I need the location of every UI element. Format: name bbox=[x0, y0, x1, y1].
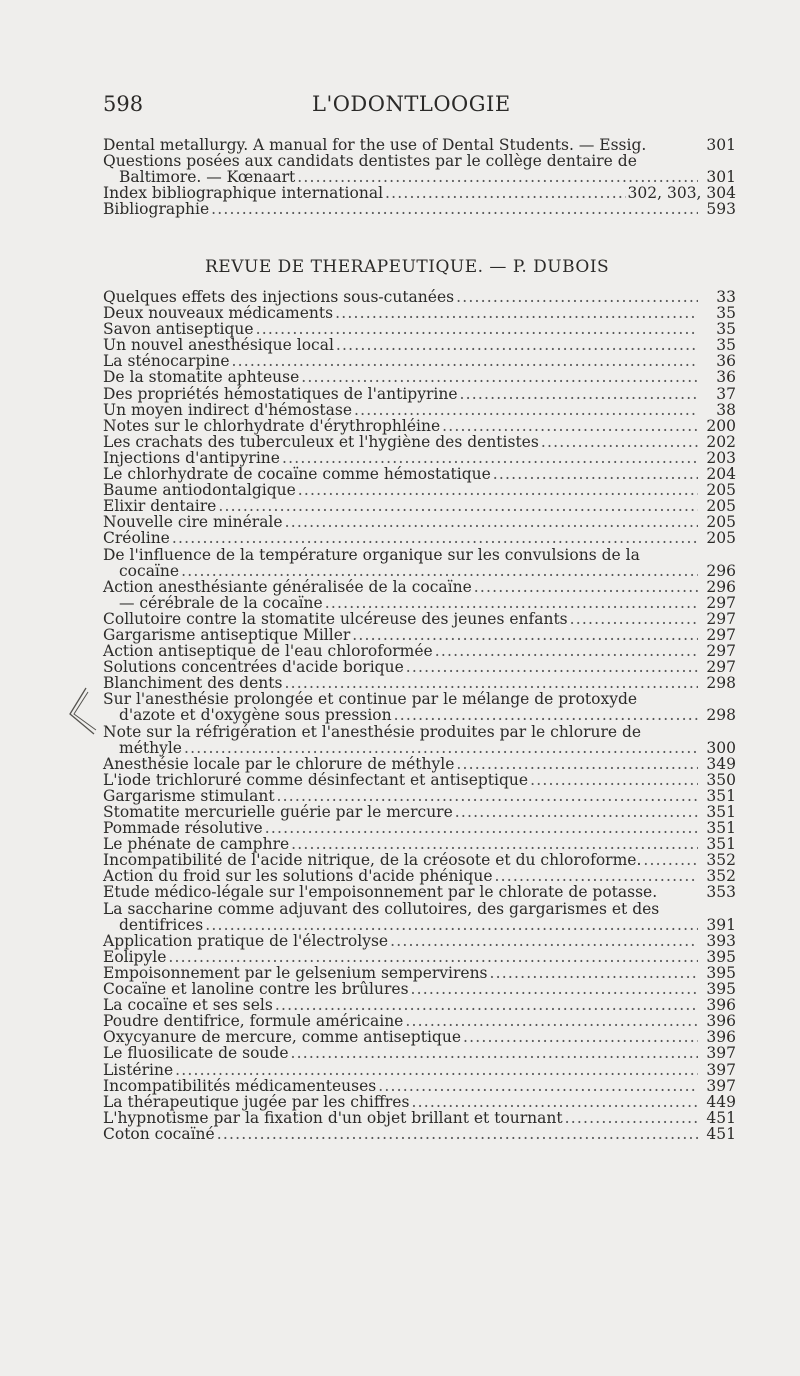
entry-page-number: 203 bbox=[706, 448, 736, 467]
index-entry bbox=[103, 201, 736, 217]
entry-title: La cocaïne et ses sels bbox=[103, 996, 273, 1015]
index-entry bbox=[103, 1078, 736, 1094]
page-number: 598 bbox=[103, 92, 144, 116]
index-entry bbox=[103, 1094, 736, 1110]
index-entry bbox=[103, 1045, 736, 1061]
index-entry bbox=[103, 137, 736, 153]
entry-title: Baume antiodontalgique bbox=[103, 481, 296, 500]
leader-dots bbox=[325, 595, 698, 611]
entry-page-number: 395 bbox=[706, 947, 736, 966]
leader-dots bbox=[460, 386, 699, 402]
leader-dots bbox=[394, 707, 698, 723]
entry-title: Sur l'anesthésie prolongée et continue par le mélange de protoxyde bbox=[103, 690, 638, 709]
entry-page-number: 352 bbox=[706, 867, 736, 886]
leader-dots bbox=[405, 1013, 698, 1029]
leader-dots bbox=[493, 466, 698, 482]
index-entry bbox=[103, 820, 736, 836]
leader-dots bbox=[175, 1062, 698, 1078]
index-entry bbox=[103, 627, 736, 643]
entry-title: Le fluosilicate de soude bbox=[103, 1044, 289, 1063]
leader-dots bbox=[378, 1078, 698, 1094]
index-entry bbox=[103, 418, 736, 434]
entry-page-number: 352 bbox=[706, 851, 736, 870]
index-entry bbox=[103, 691, 736, 723]
leader-dots bbox=[291, 836, 698, 852]
leader-dots bbox=[184, 740, 698, 756]
entry-page-number: 353 bbox=[706, 883, 736, 902]
leader-dots bbox=[565, 1110, 698, 1126]
index-entry bbox=[103, 321, 736, 337]
entry-page-number: 200 bbox=[706, 416, 736, 435]
index-entry bbox=[103, 772, 736, 788]
index-entry bbox=[103, 153, 736, 185]
entry-page-number: 395 bbox=[706, 980, 736, 999]
index-entry bbox=[103, 756, 736, 772]
entry-title: Bibliographie bbox=[103, 200, 210, 219]
leader-dots bbox=[474, 579, 698, 595]
entry-title: Poudre dentifrice, formule américaine bbox=[103, 1012, 404, 1031]
entry-title: Questions posées aux candidats dentistes par le collège dentaire de bbox=[103, 152, 637, 171]
entry-title: Oxycyanure de mercure, comme antiseptique bbox=[103, 1028, 461, 1047]
entry-title: Injections d'antipyrine bbox=[103, 448, 280, 467]
entry-page-number: 35 bbox=[716, 304, 736, 323]
leader-dots bbox=[385, 185, 626, 201]
index-entry bbox=[103, 289, 736, 305]
entry-page-number: 396 bbox=[706, 1012, 736, 1031]
top-entry-list bbox=[103, 137, 736, 217]
entry-page-number: 298 bbox=[706, 706, 736, 725]
entry-title: Index bibliographique international bbox=[103, 184, 384, 203]
entry-page-number: 396 bbox=[706, 1028, 736, 1047]
entry-title: Action antiseptique de l'eau chloroformée bbox=[103, 642, 433, 661]
entry-page-number: 350 bbox=[706, 770, 736, 789]
entry-title: Collutoire contre la stomatite ulcéreuse des jeunes enfants bbox=[103, 609, 568, 628]
entry-page-number: 35 bbox=[716, 336, 736, 355]
entry-page-number: 38 bbox=[716, 400, 736, 419]
entry-title: L'hypnotisme par la fixation d'un objet brillant et tournant bbox=[103, 1108, 563, 1127]
leader-dots bbox=[570, 611, 698, 627]
entry-page-number: 297 bbox=[706, 642, 736, 661]
leader-dots bbox=[455, 804, 698, 820]
entry-title: Stomatite mercurielle guérie par le mercure bbox=[103, 803, 453, 821]
entry-title: Un moyen indirect d'hémostase bbox=[103, 400, 352, 419]
leader-dots bbox=[284, 675, 698, 691]
leader-dots bbox=[265, 820, 698, 836]
leader-dots bbox=[456, 289, 698, 305]
index-entry bbox=[103, 498, 736, 514]
entry-title: Baltimore. — Kœnaart bbox=[119, 168, 296, 187]
entry-page-number: 301 bbox=[706, 168, 736, 187]
entry-page-number: 205 bbox=[706, 497, 736, 516]
entry-page-number: 391 bbox=[706, 915, 736, 934]
entry-title: d'azote et d'oxygène sous pression bbox=[119, 706, 392, 725]
entry-page-number: 36 bbox=[716, 368, 736, 387]
leader-dots bbox=[456, 756, 698, 772]
leader-dots bbox=[218, 498, 698, 514]
index-entry bbox=[103, 836, 736, 852]
entry-title: La sténocarpine bbox=[103, 352, 230, 371]
entry-title: Le phénate de camphre bbox=[103, 835, 290, 854]
leader-dots bbox=[530, 772, 698, 788]
entry-page-number: 35 bbox=[716, 320, 736, 339]
leader-dots bbox=[297, 169, 698, 185]
entry-page-number: 449 bbox=[706, 1092, 736, 1111]
entry-page-number: 397 bbox=[706, 1060, 736, 1079]
index-entry bbox=[103, 659, 736, 675]
leader-dots bbox=[490, 965, 698, 981]
running-title: L'ODONTLOOGIE bbox=[312, 92, 511, 116]
entry-title: Gargarisme stimulant bbox=[103, 786, 275, 805]
entry-title: Créoline bbox=[103, 529, 170, 548]
entry-title: Blanchiment des dents bbox=[103, 674, 283, 693]
leader-dots bbox=[411, 1094, 698, 1110]
entry-page-number: 298 bbox=[706, 674, 736, 693]
leader-dots bbox=[442, 418, 698, 434]
entry-title: Action du froid sur les solutions d'acide phénique bbox=[103, 867, 493, 886]
entry-page-number: 301 bbox=[706, 136, 736, 154]
entry-page-number: 33 bbox=[716, 288, 736, 306]
entry-page-number: 593 bbox=[706, 200, 736, 219]
index-entry bbox=[103, 611, 736, 627]
leader-dots bbox=[352, 627, 698, 643]
leader-dots bbox=[411, 981, 698, 997]
entry-title: Elixir dentaire bbox=[103, 497, 217, 516]
leader-dots bbox=[298, 482, 698, 498]
entry-title: Un nouvel anesthésique local bbox=[103, 336, 334, 355]
entry-title: La thérapeutique jugée par les chiffres bbox=[103, 1092, 410, 1111]
entry-page-number: 205 bbox=[706, 529, 736, 548]
leader-dots bbox=[495, 868, 699, 884]
entry-page-number: 451 bbox=[706, 1124, 736, 1143]
entry-title: — cérébrale de la cocaïne bbox=[119, 593, 323, 612]
entry-title: Application pratique de l'électrolyse bbox=[103, 931, 389, 950]
leader-dots bbox=[406, 659, 698, 675]
entry-title: Listérine bbox=[103, 1060, 174, 1079]
index-entry bbox=[103, 402, 736, 418]
entry-page-number: 297 bbox=[706, 625, 736, 644]
entry-page-number: 297 bbox=[706, 658, 736, 677]
leader-dots bbox=[541, 434, 698, 450]
leader-dots bbox=[435, 643, 698, 659]
index-entry bbox=[103, 337, 736, 353]
entry-page-number: 349 bbox=[706, 754, 736, 773]
leader-dots bbox=[256, 321, 698, 337]
index-entry bbox=[103, 595, 736, 611]
entry-title: Savon antiseptique bbox=[103, 320, 254, 339]
leader-dots bbox=[336, 337, 698, 353]
entry-title: Dental metallurgy. A manual for the use of Dental Students. — Essig. bbox=[103, 136, 647, 154]
index-entry bbox=[103, 643, 736, 659]
index-entry bbox=[103, 804, 736, 820]
entry-page-number: 351 bbox=[706, 803, 736, 821]
entry-title: cocaïne bbox=[119, 561, 180, 580]
entry-title: Deux nouveaux médicaments bbox=[103, 304, 334, 323]
index-entry bbox=[103, 1013, 736, 1029]
index-entry bbox=[103, 514, 736, 530]
index-entry bbox=[103, 450, 736, 466]
entry-title: Gargarisme antiseptique Miller bbox=[103, 625, 351, 644]
index-entry bbox=[103, 1029, 736, 1045]
entry-title: Cocaïne et lanoline contre les brûlures bbox=[103, 980, 409, 999]
entry-title: Incompatibilités médicamenteuses bbox=[103, 1076, 377, 1095]
leader-dots bbox=[282, 450, 698, 466]
leader-dots bbox=[291, 1045, 698, 1061]
index-entry bbox=[103, 981, 736, 997]
entry-page-number: 202 bbox=[706, 432, 736, 451]
index-entry bbox=[103, 852, 736, 868]
leader-dots bbox=[232, 353, 699, 369]
index-entry bbox=[103, 884, 736, 900]
entry-page-number: 205 bbox=[706, 513, 736, 532]
index-entry bbox=[103, 901, 736, 933]
entry-page-number: 36 bbox=[716, 352, 736, 371]
index-entry bbox=[103, 965, 736, 981]
index-entry bbox=[103, 1110, 736, 1126]
entry-page-number: 395 bbox=[706, 963, 736, 982]
section-title: REVUE DE THERAPEUTIQUE. — P. DUBOIS bbox=[205, 257, 610, 277]
entry-title: Les crachats des tuberculeux et l'hygiène des dentistes bbox=[103, 432, 539, 451]
index-entry bbox=[103, 868, 736, 884]
entry-title: Pommade résolutive bbox=[103, 819, 263, 838]
entry-page-number: 204 bbox=[706, 465, 736, 484]
index-entry bbox=[103, 305, 736, 321]
leader-dots bbox=[463, 1029, 698, 1045]
index-entry bbox=[103, 482, 736, 498]
leader-dots bbox=[217, 1126, 698, 1142]
leader-dots bbox=[205, 917, 698, 933]
entry-title: Nouvelle cire minérale bbox=[103, 513, 283, 532]
entry-page-number: 393 bbox=[706, 931, 736, 950]
entry-page-number: 300 bbox=[706, 738, 736, 757]
entry-title: Des propriétés hémostatiques de l'antipyrine bbox=[103, 384, 458, 403]
index-entry bbox=[103, 579, 736, 595]
index-entry bbox=[103, 353, 736, 369]
entry-page-number: 296 bbox=[706, 577, 736, 596]
entry-title: L'iode trichloruré comme désinfectant et antiseptique bbox=[103, 770, 529, 789]
entry-title: Coton cocaïné bbox=[103, 1124, 215, 1143]
entry-page-number: 37 bbox=[716, 384, 736, 403]
index-entry bbox=[103, 547, 736, 579]
entry-page-number: 297 bbox=[706, 593, 736, 612]
entry-page-number: 451 bbox=[706, 1108, 736, 1127]
entry-title: La saccharine comme adjuvant des collutoires, des gargarismes et des bbox=[103, 899, 660, 918]
index-entry bbox=[103, 933, 736, 949]
entry-title: De la stomatite aphteuse bbox=[103, 368, 300, 387]
entry-page-number: 297 bbox=[706, 609, 736, 628]
entry-title: dentifrices bbox=[119, 915, 204, 934]
index-entry bbox=[103, 185, 736, 201]
entry-title: Note sur la réfrigération et l'anesthésie produites par le chlorure de bbox=[103, 722, 642, 741]
index-entry bbox=[103, 724, 736, 756]
entry-page-number: 205 bbox=[706, 481, 736, 500]
entry-title: Notes sur le chlorhydrate d'érythrophléine bbox=[103, 416, 441, 435]
entry-page-number: 302, 303, 304 bbox=[627, 184, 736, 203]
leader-dots bbox=[275, 997, 698, 1013]
pencil-mark-icon bbox=[64, 686, 104, 736]
entry-title: Quelques effets des injections sous-cutanées bbox=[103, 288, 455, 306]
therapeutics-entry-list bbox=[103, 289, 736, 1142]
index-entry bbox=[103, 1126, 736, 1142]
entry-title: Le chlorhydrate de cocaïne comme hémostatique bbox=[103, 465, 491, 484]
leader-dots bbox=[301, 369, 698, 385]
entry-title: Eolipyle bbox=[103, 947, 167, 966]
entry-page-number: 351 bbox=[706, 819, 736, 838]
index-entry bbox=[103, 788, 736, 804]
entry-page-number: 351 bbox=[706, 786, 736, 805]
entry-page-number: 296 bbox=[706, 561, 736, 580]
entry-title: Solutions concentrées d'acide borique bbox=[103, 658, 404, 677]
index-entry bbox=[103, 466, 736, 482]
entry-title: Anesthésie locale par le chlorure de méthyle bbox=[103, 754, 455, 773]
leader-dots bbox=[354, 402, 698, 418]
leader-dots bbox=[335, 305, 698, 321]
index-entry bbox=[103, 434, 736, 450]
entry-page-number: 396 bbox=[706, 996, 736, 1015]
index-entry bbox=[103, 675, 736, 691]
index-entry bbox=[103, 1062, 736, 1078]
index-entry bbox=[103, 530, 736, 546]
index-entry bbox=[103, 949, 736, 965]
leader-dots bbox=[643, 852, 698, 868]
entry-title: Action anesthésiante généralisée de la cocaïne bbox=[103, 577, 472, 596]
page-header bbox=[0, 92, 800, 122]
entry-title: méthyle bbox=[119, 738, 182, 757]
entry-title: Incompatibilité de l'acide nitrique, de la créosote et du chloroforme. bbox=[103, 851, 642, 870]
entry-page-number: 397 bbox=[706, 1076, 736, 1095]
entry-title: De l'influence de la température organique sur les convulsions de la bbox=[103, 545, 640, 564]
leader-dots bbox=[168, 949, 698, 965]
entry-title: Empoisonnement par le gelsenium sempervirens bbox=[103, 963, 488, 982]
entry-page-number: 397 bbox=[706, 1044, 736, 1063]
index-entry bbox=[103, 386, 736, 402]
leader-dots bbox=[285, 514, 698, 530]
index-entry bbox=[103, 997, 736, 1013]
index-entry bbox=[103, 369, 736, 385]
entry-page-number: 351 bbox=[706, 835, 736, 854]
leader-dots bbox=[211, 201, 698, 217]
leader-dots bbox=[172, 530, 698, 546]
entry-title: Etude médico-légale sur l'empoisonnement par le chlorate de potasse. bbox=[103, 883, 658, 902]
leader-dots bbox=[390, 933, 698, 949]
leader-dots bbox=[277, 788, 698, 804]
leader-dots bbox=[181, 563, 698, 579]
